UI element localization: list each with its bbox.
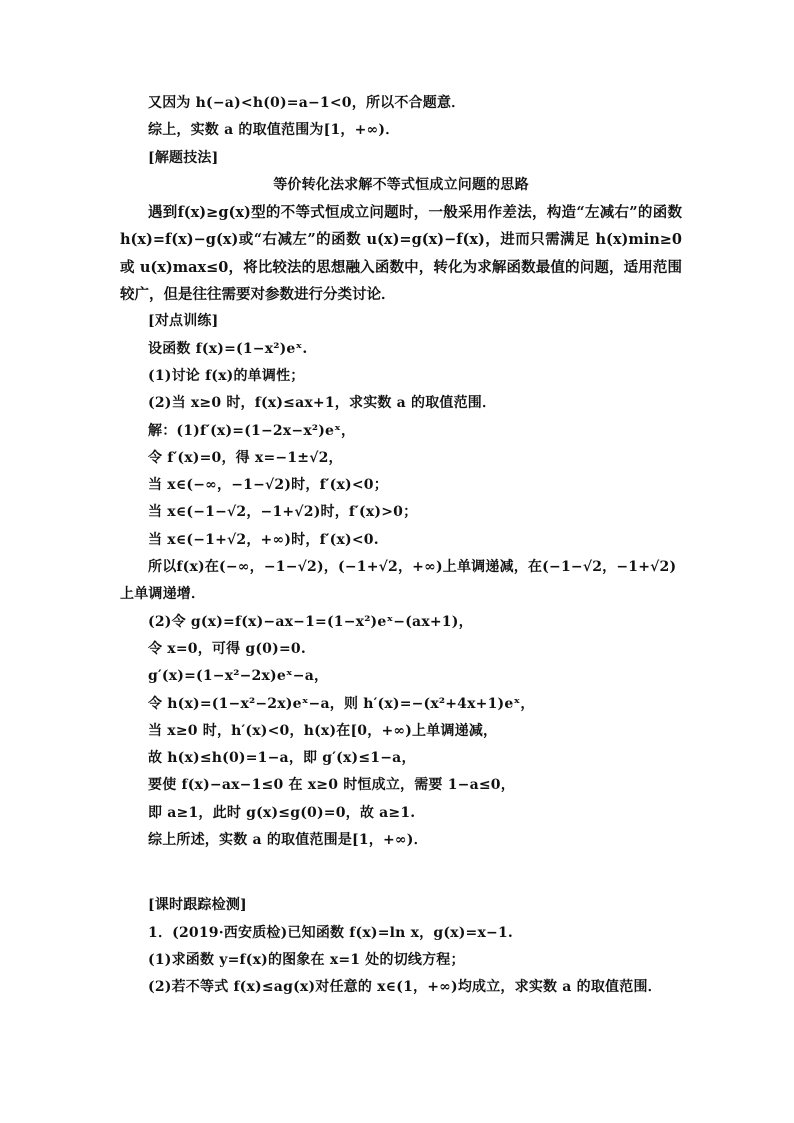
homework-part-1: (1)求函数 y=f(x)的图象在 x=1 处的切线方程；	[148, 951, 465, 968]
solution-step: g′(x)=(1−x²−2x)eˣ−a，	[148, 668, 329, 685]
solution-step: 即 a≥1，此时 g(x)≤g(0)=0，故 a≥1.	[148, 804, 416, 821]
method-tag: [解题技法]	[148, 149, 219, 166]
solution-conclusion: 综上所述，实数 a 的取值范围是[1，+∞)．	[148, 832, 428, 849]
solution-step: 令 f′(x)=0，得 x=−1±√2，	[148, 449, 343, 466]
solution-step: 当 x∈(−1+√2，+∞)时，f′(x)<0.	[148, 531, 379, 548]
problem-statement: 设函数 f(x)=(1−x²)eˣ.	[148, 340, 308, 357]
solution-step: 令 x=0，可得 g(0)=0.	[148, 640, 306, 657]
solution-step: 要使 f(x)−ax−1≤0 在 x≥0 时恒成立，需要 1−a≤0，	[148, 777, 515, 794]
homework-part-2: (2)若不等式 f(x)≤ag(x)对任意的 x∈(1，+∞)均成立，求实数 a 的取值范围．	[148, 979, 662, 996]
solution-step: 解：(1)f′(x)=(1−2x−x²)eˣ，	[148, 422, 356, 439]
method-title: 等价转化法求解不等式恒成立问题的思路	[273, 176, 529, 193]
solution-step: 当 x∈(−∞，−1−√2)时，f′(x)<0；	[148, 477, 388, 494]
solution-step: 所以f(x)在(−∞，−1−√2)，(−1+√2，+∞)上单调递减，在(−1−√2，−1+√2)	[148, 559, 677, 576]
solution-step: 当 x≥0 时，h′(x)<0，h(x)在[0，+∞)上单调递减，	[148, 722, 498, 739]
document-page	[120, 90, 682, 1002]
solution-step: 令 h(x)=(1−x²−2x)eˣ−a，则 h′(x)=−(x²+4x+1)eˣ，	[148, 695, 535, 712]
method-body: 遇到f(x)≥g(x)型的不等式恒成立问题时，一般采用作差法，构造“左减右”的函数 h(x)=f(x)−g(x)或“右减左”的函数 u(x)=g(x)−f(x)，进而只需满足 h(x)min≥0或 u(x)max≤0，将比较法的思想融入函数中，转化为求解函数最值的问题，适用范围较广，但是往往需要对参数进行分类讨论．	[120, 204, 682, 304]
solution-conclusion: 综上，实数 a 的取值范围为[1，+∞)．	[148, 122, 400, 139]
problem-part-2: (2)当 x≥0 时，f(x)≤ax+1，求实数 a 的取值范围．	[148, 395, 497, 412]
solution-step: (2)令 g(x)=f(x)−ax−1=(1−x²)eˣ−(ax+1)，	[148, 613, 473, 630]
homework-tag: [课时跟踪检测]	[148, 897, 247, 914]
solution-step-wrap: 上单调递增．	[120, 586, 206, 603]
homework-question: 1．(2019·西安质检)已知函数 f(x)=ln x，g(x)=x−1.	[148, 924, 513, 941]
solution-step: 故 h(x)≤h(0)=1−a，即 g′(x)≤1−a，	[148, 750, 416, 767]
practice-tag: [对点训练]	[148, 313, 219, 330]
problem-part-1: (1)讨论 f(x)的单调性；	[148, 367, 305, 384]
solution-step: 当 x∈(−1−√2，−1+√2)时，f′(x)>0；	[148, 504, 418, 521]
solution-line: 又因为 h(−a)<h(0)=a−1<0，所以不合题意．	[148, 95, 466, 111]
